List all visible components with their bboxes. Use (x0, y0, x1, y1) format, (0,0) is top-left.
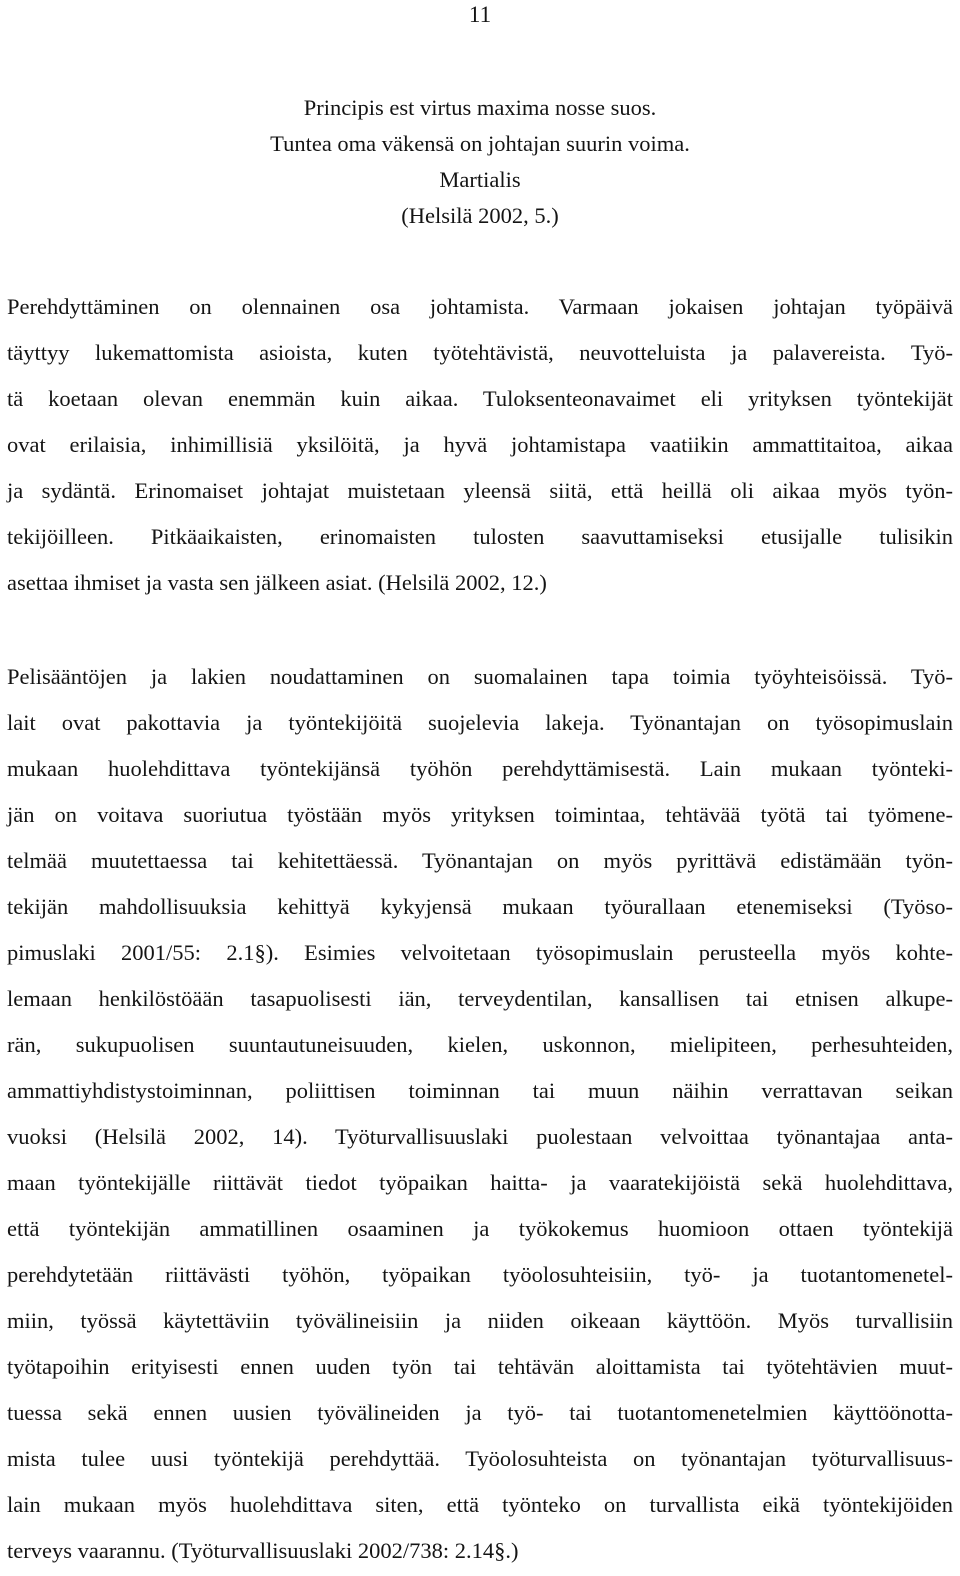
paragraph-line: jän on voitava suoriutua työstään myös yrityksen toimintaa, tehtävää työtä tai työmene- (7, 802, 953, 827)
paragraph-line: tuessa sekä ennen uusien työvälineiden ja työ- tai tuotantomenetelmien käyttöönotta- (7, 1400, 953, 1425)
epigraph (0, 90, 960, 234)
paragraph-line: ovat erilaisia, inhimillisiä yksilöitä, ja hyvä johtamistapa vaatiikin ammattitaitoa, aikaa (7, 432, 953, 457)
paragraph-line: työtapoihin erityisesti ennen uuden työn tai tehtävän aloittamista tai työtehtävien muut- (7, 1354, 953, 1379)
paragraph-line: Pelisääntöjen ja lakien noudattaminen on suomalainen tapa toimia työyhteisöissä. Työ- (7, 664, 953, 689)
paragraph-line: lait ovat pakottavia ja työntekijöitä suojelevia lakeja. Työnantajan on työsopimuslain (7, 710, 953, 735)
paragraph-line: mista tulee uusi työntekijä perehdyttää. Työolosuhteista on työnantajan työturvallisuus- (7, 1446, 953, 1471)
paragraph-line: perehdytetään riittävästi työhön, työpaikan työolosuhteisiin, työ- ja tuotantomenetel- (7, 1262, 953, 1287)
epigraph-quote-finnish: Tuntea oma väkensä on johtajan suurin voima. (270, 131, 690, 156)
paragraph-line: rän, sukupuolisen suuntautuneisuuden, kielen, uskonnon, mielipiteen, perhesuhteiden, (7, 1032, 953, 1057)
body-paragraph-2 (7, 654, 953, 1574)
page-number: 11 (468, 2, 492, 27)
paragraph-line: täyttyy lukemattomista asioista, kuten työtehtävistä, neuvotteluista ja palavereista. Työ- (7, 340, 953, 365)
body-paragraph-1 (7, 284, 953, 606)
paragraph-line: tä koetaan olevan enemmän kuin aikaa. Tuloksenteonavaimet eli yrityksen työntekijät (7, 386, 953, 411)
paragraph-line: miin, työssä käytettäviin työvälineisiin ja niiden oikeaan käyttöön. Myös turvallisiin (7, 1308, 953, 1333)
paragraph-line: mukaan huolehdittava työntekijänsä työhön perehdyttämisestä. Lain mukaan työnteki- (7, 756, 953, 781)
paragraph-line: vuoksi (Helsilä 2002, 14). Työturvallisuuslaki puolestaan velvoittaa työnantajaa anta- (7, 1124, 953, 1149)
paragraph-line: ja sydäntä. Erinomaiset johtajat muistetaan yleensä siitä, että heillä oli aikaa myös työn- (7, 478, 953, 503)
paragraph-line: asettaa ihmiset ja vasta sen jälkeen asiat. (Helsilä 2002, 12.) (7, 570, 547, 595)
paragraph-line: lain mukaan myös huolehdittava siten, että työnteko on turvallista eikä työntekijöiden (7, 1492, 953, 1517)
paragraph-line: tekijöilleen. Pitkäaikaisten, erinomaisten tulosten saavuttamiseksi etusijalle tulisikin (7, 524, 953, 549)
paragraph-line: Perehdyttäminen on olennainen osa johtamista. Varmaan jokaisen johtajan työpäivä (7, 294, 953, 319)
epigraph-citation: (Helsilä 2002, 5.) (401, 203, 559, 228)
paragraph-line: tekijän mahdollisuuksia kehittyä kykyjensä mukaan työurallaan etenemiseksi (Työso- (7, 894, 953, 919)
paragraph-line: telmää muutettaessa tai kehitettäessä. Työnantajan on myös pyrittävä edistämään työn- (7, 848, 953, 873)
paragraph-line: ammattiyhdistystoiminnan, poliittisen toiminnan tai muun näihin verrattavan seikan (7, 1078, 953, 1103)
paragraph-line: lemaan henkilöstöään tasapuolisesti iän, terveydentilan, kansallisen tai etnisen alkupe- (7, 986, 953, 1011)
epigraph-author: Martialis (439, 167, 521, 192)
paragraph-line: terveys vaarannu. (Työturvallisuuslaki 2002/738: 2.14§.) (7, 1538, 519, 1563)
paragraph-line: että työntekijän ammatillinen osaaminen ja työkokemus huomioon ottaen työntekijä (7, 1216, 953, 1241)
paragraph-line: pimuslaki 2001/55: 2.1§). Esimies velvoitetaan työsopimuslain perusteella myös kohte- (7, 940, 953, 965)
paragraph-line: maan työntekijälle riittävät tiedot työpaikan haitta- ja vaaratekijöistä sekä huolehdittava, (7, 1170, 953, 1195)
epigraph-quote-latin: Principis est virtus maxima nosse suos. (303, 95, 657, 120)
